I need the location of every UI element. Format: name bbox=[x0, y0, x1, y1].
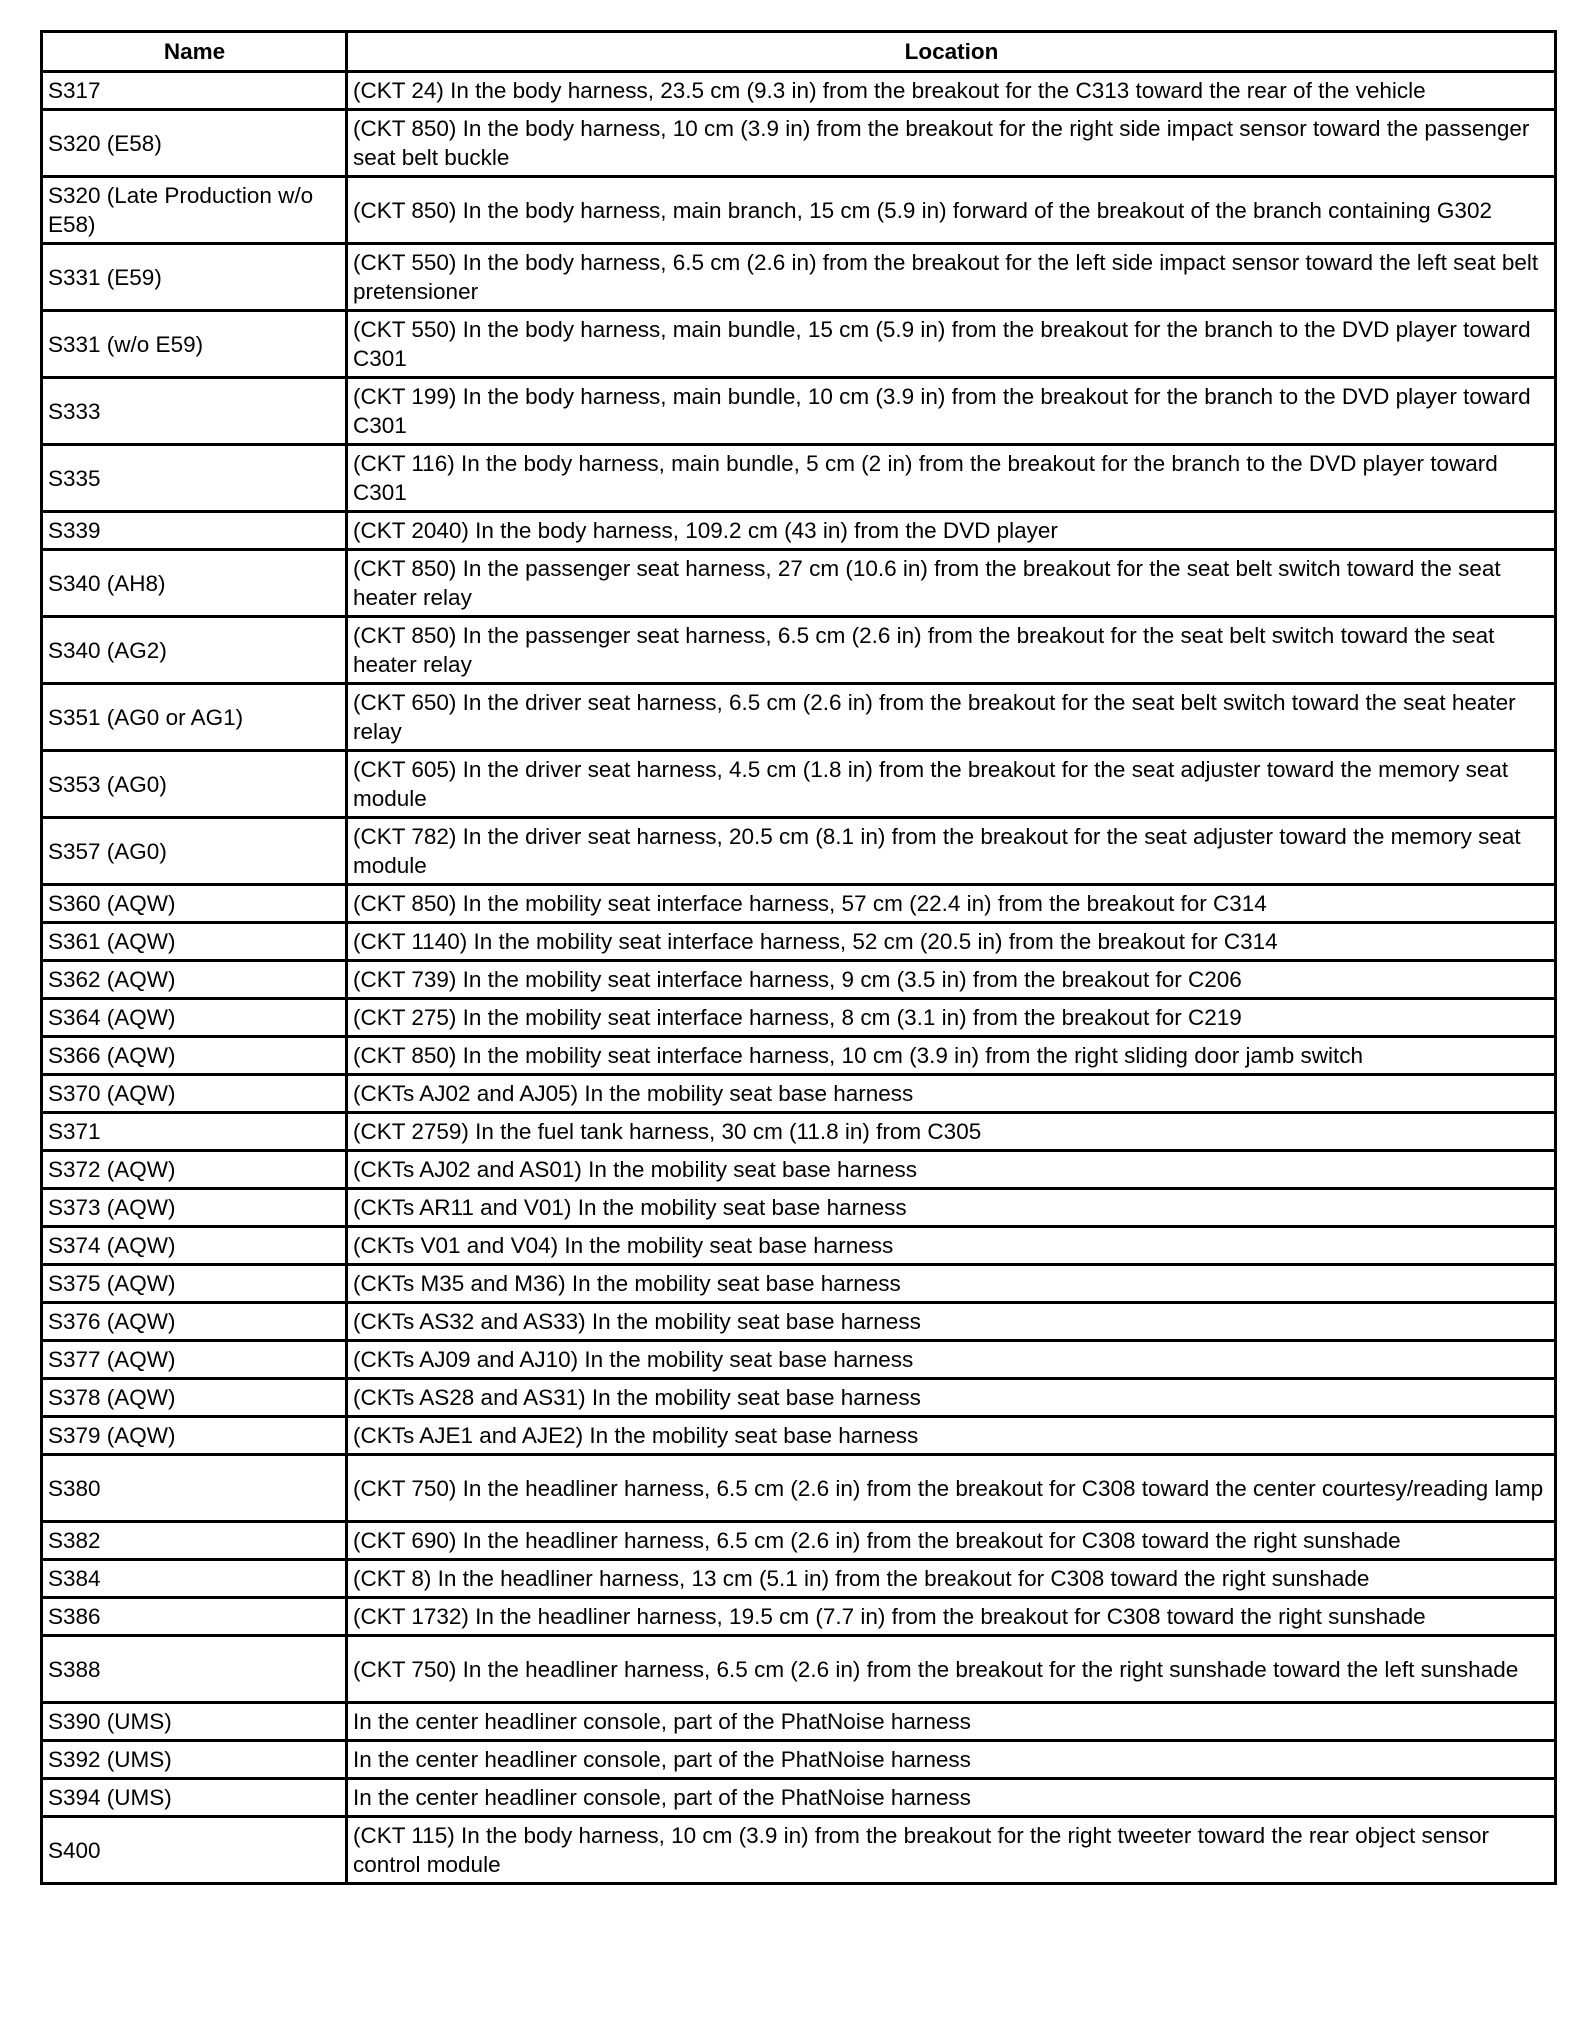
splice-name-cell: S351 (AG0 or AG1) bbox=[42, 684, 347, 751]
splice-location-cell: (CKT 690) In the headliner harness, 6.5 cm (2.6 in) from the breakout for C308 toward the right sunshade bbox=[347, 1522, 1556, 1560]
splice-location-cell: In the center headliner console, part of the PhatNoise harness bbox=[347, 1703, 1556, 1741]
splice-location-cell: (CKT 550) In the body harness, 6.5 cm (2.6 in) from the breakout for the left side impact sensor toward the left seat belt pretensioner bbox=[347, 244, 1556, 311]
table-row bbox=[42, 1636, 1556, 1703]
table-row bbox=[42, 617, 1556, 684]
column-header-name: Name bbox=[42, 32, 347, 72]
splice-location-cell: (CKT 1140) In the mobility seat interface harness, 52 cm (20.5 in) from the breakout for C314 bbox=[347, 923, 1556, 961]
splice-location-cell: (CKT 782) In the driver seat harness, 20.5 cm (8.1 in) from the breakout for the seat adjuster toward the memory seat module bbox=[347, 818, 1556, 885]
splice-name-cell: S374 (AQW) bbox=[42, 1227, 347, 1265]
table-row bbox=[42, 818, 1556, 885]
splice-location-cell: (CKTs AJ09 and AJ10) In the mobility seat base harness bbox=[347, 1341, 1556, 1379]
splice-location-cell: (CKTs AJE1 and AJE2) In the mobility seat base harness bbox=[347, 1417, 1556, 1455]
table-row bbox=[42, 1151, 1556, 1189]
splice-name-cell: S353 (AG0) bbox=[42, 751, 347, 818]
table-row bbox=[42, 1341, 1556, 1379]
table-row bbox=[42, 751, 1556, 818]
splice-location-cell: (CKT 650) In the driver seat harness, 6.5 cm (2.6 in) from the breakout for the seat belt switch toward the seat heater relay bbox=[347, 684, 1556, 751]
table-row bbox=[42, 1113, 1556, 1151]
splice-name-cell: S320 (Late Production w/o E58) bbox=[42, 177, 347, 244]
splice-location-cell: (CKT 199) In the body harness, main bundle, 10 cm (3.9 in) from the breakout for the branch to the DVD player toward C301 bbox=[347, 378, 1556, 445]
table-row bbox=[42, 1703, 1556, 1741]
splice-location-cell: (CKT 850) In the mobility seat interface harness, 57 cm (22.4 in) from the breakout for C314 bbox=[347, 885, 1556, 923]
table-row bbox=[42, 1560, 1556, 1598]
splice-location-cell: (CKT 850) In the mobility seat interface harness, 10 cm (3.9 in) from the right sliding door jamb switch bbox=[347, 1037, 1556, 1075]
splice-name-cell: S386 bbox=[42, 1598, 347, 1636]
splice-location-cell: (CKT 605) In the driver seat harness, 4.5 cm (1.8 in) from the breakout for the seat adjuster toward the memory seat module bbox=[347, 751, 1556, 818]
splice-name-cell: S331 (E59) bbox=[42, 244, 347, 311]
splice-name-cell: S364 (AQW) bbox=[42, 999, 347, 1037]
table-row bbox=[42, 1741, 1556, 1779]
splice-location-cell: (CKT 739) In the mobility seat interface harness, 9 cm (3.5 in) from the breakout for C206 bbox=[347, 961, 1556, 999]
table-body bbox=[42, 72, 1556, 1884]
splice-name-cell: S376 (AQW) bbox=[42, 1303, 347, 1341]
splice-name-cell: S394 (UMS) bbox=[42, 1779, 347, 1817]
table-row bbox=[42, 1037, 1556, 1075]
table-row bbox=[42, 110, 1556, 177]
table-row bbox=[42, 1455, 1556, 1522]
splice-name-cell: S378 (AQW) bbox=[42, 1379, 347, 1417]
table-row bbox=[42, 1265, 1556, 1303]
splice-name-cell: S335 bbox=[42, 445, 347, 512]
splice-name-cell: S317 bbox=[42, 72, 347, 110]
splice-name-cell: S339 bbox=[42, 512, 347, 550]
table-row bbox=[42, 684, 1556, 751]
table-row bbox=[42, 512, 1556, 550]
table-row bbox=[42, 550, 1556, 617]
splice-name-cell: S331 (w/o E59) bbox=[42, 311, 347, 378]
splice-name-cell: S392 (UMS) bbox=[42, 1741, 347, 1779]
splice-name-cell: S362 (AQW) bbox=[42, 961, 347, 999]
splice-name-cell: S340 (AH8) bbox=[42, 550, 347, 617]
splice-location-cell: (CKTs V01 and V04) In the mobility seat base harness bbox=[347, 1227, 1556, 1265]
table-row bbox=[42, 885, 1556, 923]
splice-location-cell: (CKTs AR11 and V01) In the mobility seat base harness bbox=[347, 1189, 1556, 1227]
splice-name-cell: S390 (UMS) bbox=[42, 1703, 347, 1741]
splice-location-cell: (CKTs AS28 and AS31) In the mobility seat base harness bbox=[347, 1379, 1556, 1417]
splice-location-cell: (CKT 116) In the body harness, main bundle, 5 cm (2 in) from the breakout for the branch to the DVD player toward C301 bbox=[347, 445, 1556, 512]
splice-location-cell: (CKT 850) In the body harness, 10 cm (3.9 in) from the breakout for the right side impact sensor toward the passenger seat belt buckle bbox=[347, 110, 1556, 177]
splice-location-cell: (CKT 850) In the passenger seat harness, 27 cm (10.6 in) from the breakout for the seat belt switch toward the seat heater relay bbox=[347, 550, 1556, 617]
table-row bbox=[42, 1189, 1556, 1227]
splice-name-cell: S373 (AQW) bbox=[42, 1189, 347, 1227]
splice-location-cell: (CKT 1732) In the headliner harness, 19.5 cm (7.7 in) from the breakout for C308 toward the right sunshade bbox=[347, 1598, 1556, 1636]
splice-location-cell: (CKT 550) In the body harness, main bundle, 15 cm (5.9 in) from the breakout for the branch to the DVD player toward C301 bbox=[347, 311, 1556, 378]
splice-name-cell: S377 (AQW) bbox=[42, 1341, 347, 1379]
splice-name-cell: S388 bbox=[42, 1636, 347, 1703]
splice-name-cell: S371 bbox=[42, 1113, 347, 1151]
table-row bbox=[42, 923, 1556, 961]
table-row bbox=[42, 961, 1556, 999]
table-row bbox=[42, 1417, 1556, 1455]
splice-name-cell: S379 (AQW) bbox=[42, 1417, 347, 1455]
splice-name-cell: S361 (AQW) bbox=[42, 923, 347, 961]
table-row bbox=[42, 1598, 1556, 1636]
splice-location-table bbox=[40, 30, 1557, 1885]
splice-name-cell: S382 bbox=[42, 1522, 347, 1560]
splice-location-cell: (CKT 24) In the body harness, 23.5 cm (9.3 in) from the breakout for the C313 toward the rear of the vehicle bbox=[347, 72, 1556, 110]
splice-name-cell: S360 (AQW) bbox=[42, 885, 347, 923]
splice-name-cell: S340 (AG2) bbox=[42, 617, 347, 684]
splice-location-cell: (CKTs AS32 and AS33) In the mobility seat base harness bbox=[347, 1303, 1556, 1341]
table-row bbox=[42, 378, 1556, 445]
splice-name-cell: S357 (AG0) bbox=[42, 818, 347, 885]
table-row bbox=[42, 311, 1556, 378]
splice-location-cell: (CKT 275) In the mobility seat interface harness, 8 cm (3.1 in) from the breakout for C219 bbox=[347, 999, 1556, 1037]
table-row bbox=[42, 1817, 1556, 1884]
splice-location-cell: In the center headliner console, part of the PhatNoise harness bbox=[347, 1779, 1556, 1817]
splice-name-cell: S366 (AQW) bbox=[42, 1037, 347, 1075]
table-row bbox=[42, 445, 1556, 512]
table-row bbox=[42, 1779, 1556, 1817]
table-row bbox=[42, 72, 1556, 110]
splice-location-cell: (CKT 115) In the body harness, 10 cm (3.9 in) from the breakout for the right tweeter toward the rear object sensor control module bbox=[347, 1817, 1556, 1884]
splice-location-cell: (CKT 750) In the headliner harness, 6.5 cm (2.6 in) from the breakout for the right sunshade toward the left sunshade bbox=[347, 1636, 1556, 1703]
table-row bbox=[42, 1303, 1556, 1341]
splice-location-cell: (CKT 850) In the body harness, main branch, 15 cm (5.9 in) forward of the breakout of the branch containing G302 bbox=[347, 177, 1556, 244]
table-header-row bbox=[42, 32, 1556, 72]
table-row bbox=[42, 1075, 1556, 1113]
table-row bbox=[42, 1522, 1556, 1560]
splice-name-cell: S370 (AQW) bbox=[42, 1075, 347, 1113]
splice-location-cell: (CKT 2759) In the fuel tank harness, 30 cm (11.8 in) from C305 bbox=[347, 1113, 1556, 1151]
splice-location-cell: (CKT 8) In the headliner harness, 13 cm (5.1 in) from the breakout for C308 toward the right sunshade bbox=[347, 1560, 1556, 1598]
column-header-location: Location bbox=[347, 32, 1556, 72]
splice-location-cell: (CKTs AJ02 and AJ05) In the mobility seat base harness bbox=[347, 1075, 1556, 1113]
table-row bbox=[42, 244, 1556, 311]
splice-location-cell: (CKT 850) In the passenger seat harness, 6.5 cm (2.6 in) from the breakout for the seat belt switch toward the seat heater relay bbox=[347, 617, 1556, 684]
splice-name-cell: S380 bbox=[42, 1455, 347, 1522]
splice-location-cell: (CKTs M35 and M36) In the mobility seat base harness bbox=[347, 1265, 1556, 1303]
table-row bbox=[42, 177, 1556, 244]
splice-location-cell: (CKT 750) In the headliner harness, 6.5 cm (2.6 in) from the breakout for C308 toward the center courtesy/reading lamp bbox=[347, 1455, 1556, 1522]
splice-name-cell: S333 bbox=[42, 378, 347, 445]
table-row bbox=[42, 1379, 1556, 1417]
splice-location-cell: In the center headliner console, part of the PhatNoise harness bbox=[347, 1741, 1556, 1779]
splice-name-cell: S384 bbox=[42, 1560, 347, 1598]
splice-name-cell: S372 (AQW) bbox=[42, 1151, 347, 1189]
table-row bbox=[42, 999, 1556, 1037]
splice-name-cell: S375 (AQW) bbox=[42, 1265, 347, 1303]
table-row bbox=[42, 1227, 1556, 1265]
splice-location-cell: (CKT 2040) In the body harness, 109.2 cm (43 in) from the DVD player bbox=[347, 512, 1556, 550]
splice-name-cell: S320 (E58) bbox=[42, 110, 347, 177]
splice-name-cell: S400 bbox=[42, 1817, 347, 1884]
splice-location-cell: (CKTs AJ02 and AS01) In the mobility seat base harness bbox=[347, 1151, 1556, 1189]
